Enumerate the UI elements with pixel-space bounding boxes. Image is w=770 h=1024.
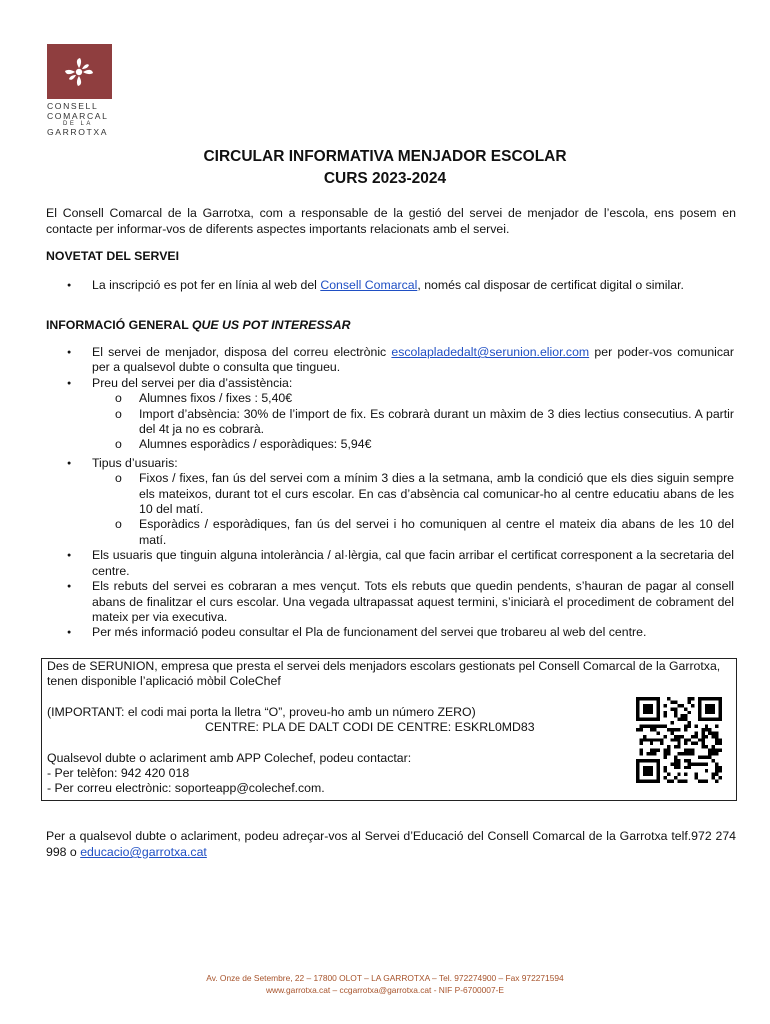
logo-line-2: COMARCAL — [47, 110, 109, 121]
info-list — [0, 345, 770, 641]
qr-code-icon — [636, 697, 722, 783]
logo-line-4: GARROTXA — [47, 127, 109, 137]
novetat-list — [0, 278, 770, 293]
list-item — [0, 345, 770, 376]
info-heading-italic: QUE US POT INTERESSAR — [191, 318, 351, 332]
logo-emblem — [47, 44, 112, 99]
b1-before: El servei de menjador, disposa del correu electrònic — [92, 345, 392, 359]
list-item — [0, 278, 770, 293]
sub-list-item: o Esporàdics / esporàdiques, fan ús del servei i ho comuniquen al centre el mateix dia abans de les 10 del matí. — [0, 517, 770, 548]
list-item: ● Tipus d’usuaris: — [0, 456, 770, 471]
info-heading-normal: INFORMACIÓ GENERAL — [46, 318, 192, 332]
council-logo — [47, 44, 112, 138]
menjador-email-link[interactable]: escolapladedalt@serunion.elior.com — [391, 345, 590, 359]
box-paragraph-1: Des de SERUNION, empresa que presta el servei dels menjadors escolars gestionats pel Consell Comarcal de la Garrotxa, tenen disponible l’aplicació mòbil ColeChef — [47, 659, 721, 689]
b1-after: per poder-vos comunicar per a qualsevol dubte o consulta que tingueu. — [92, 345, 734, 375]
box-contact-email: - Per correu electrònic: soporteapp@colechef.com. — [47, 781, 325, 796]
sub-list-item: o Fixos / fixes, fan ús del servei com a mínim 3 dies a la setmana, amb la condició que els dies siguin sempre els mateixos, durant tot el curs escolar. En cas d’absència cal comunicar-ho al centre educatiu abans de les 10 del matí. — [0, 471, 770, 517]
box-contact-phone: - Per telèfon: 942 420 018 — [47, 766, 190, 781]
box-contact-intro: Qualsevol dubte o aclariment amb APP Colechef, podeu contactar: — [47, 750, 412, 765]
box-centre-code: CENTRE: PLA DE DALT CODI DE CENTRE: ESKRL0MD83 — [205, 720, 535, 735]
logo-line-1: CONSELL — [47, 101, 99, 111]
logo-line-3: DE LA — [63, 121, 93, 127]
info-heading — [46, 318, 351, 332]
colechef-info-box — [41, 658, 737, 801]
sub-list-item: o Alumnes esporàdics / esporàdiques: 5,94€ — [0, 437, 770, 452]
sub-list-item: o Alumnes fixos / fixes : 5,40€ — [0, 391, 770, 406]
document-subtitle: CURS 2023-2024 — [323, 170, 447, 187]
list-item: ● Els rebuts del servei es cobraran a mes vençut. Tots els rebuts que quedin pendents, s’hauran de pagar al consell abans de finalitzar el curs escolar. Una vegada ultrapassat aquest termini, s’iniciarà el procediment de cobrament del mateix per via executiva. — [0, 579, 770, 625]
novetat-text-after: , només cal disposar de certificat digital o similar. — [417, 278, 684, 292]
sub-list-item: o Import d’absència: 30% de l’import de fix. Es cobrarà durant un màxim de 3 dies lectius consecutius. A partir del 4t ja no es cobrarà. — [0, 407, 770, 438]
list-item: ● Els usuaris que tinguin alguna intolerància / al·lèrgia, cal que facin arribar el certificat corresponent a la secretaria del centre. — [0, 548, 770, 579]
list-item: ● Preu del servei per dia d’assistència: — [0, 376, 770, 391]
flower-emblem-icon — [64, 57, 94, 87]
novetat-text-before: La inscripció es pot fer en línia al web del — [92, 278, 321, 292]
educacio-email-link[interactable]: educacio@garrotxa.cat — [80, 845, 207, 859]
document-title: CIRCULAR INFORMATIVA MENJADOR ESCOLAR — [203, 148, 567, 165]
novetat-heading: NOVETAT DEL SERVEI — [46, 249, 180, 263]
box-important-note: (IMPORTANT: el codi mai porta la lletra “O”, proveu-ho amb un número ZERO) — [47, 704, 476, 719]
consell-comarcal-link[interactable]: Consell Comarcal — [320, 278, 418, 292]
closing-paragraph — [46, 828, 736, 860]
list-item: ● Per més informació podeu consultar el Pla de funcionament del servei que trobareu al web del centre. — [0, 625, 770, 640]
closing-text: Per a qualsevol dubte o aclariment, podeu adreçar-vos al Servei d’Educació del Consell Comarcal de la Garrotxa telf.972 274 998 o — [46, 829, 736, 859]
intro-paragraph: El Consell Comarcal de la Garrotxa, com a responsable de la gestió del servei de menjador de l’escola, ens posem en contacte per informar-vos de diferents aspectes importants relacionats amb el servei. — [46, 206, 736, 236]
footer-web: www.garrotxa.cat – ccgarrotxa@garrotxa.cat - NIF P-6700007-E — [266, 985, 504, 995]
footer-address: Av. Onze de Setembre, 22 – 17800 OLOT – LA GARROTXA – Tel. 972274900 – Fax 972271594 — [206, 973, 564, 983]
